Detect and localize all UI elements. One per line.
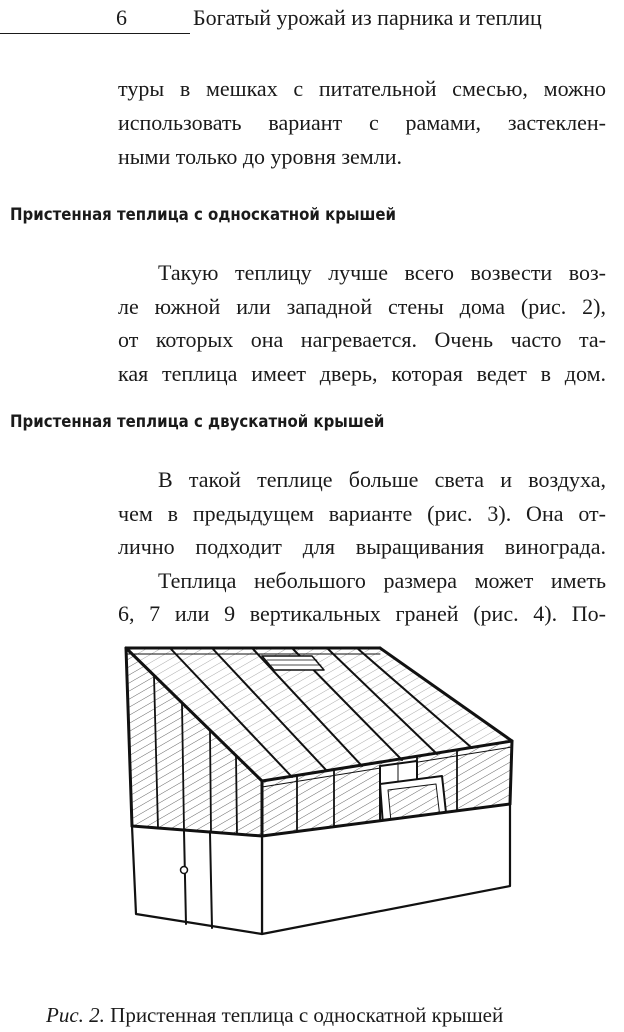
intro-line: туры в мешках с питательной смесью, можно <box>118 76 606 101</box>
section2-line: Теплица небольшого размера может иметь <box>158 568 606 593</box>
door-handle-icon <box>181 867 188 874</box>
section2-line: лично подходит для выращивания винограда. <box>118 534 606 559</box>
section1-line: кая теплица имеет дверь, которая ведет в дом. <box>118 361 606 386</box>
caption-text: Пристенная теплица с односкатной крышей <box>110 1003 504 1027</box>
section1-line: Такую теплицу лучше всего возвести воз- <box>158 260 606 285</box>
section2-line: чем в предыдущем варианте (рис. 3). Она от- <box>118 501 606 526</box>
caption-label: Рис. 2. <box>46 1003 105 1027</box>
section2-line: В такой теплице больше света и воздуха, <box>158 467 606 492</box>
intro-line: использовать вариант с рамами, застеклен- <box>118 110 606 135</box>
intro-line: ными только до уровня земли. <box>118 144 402 169</box>
figure-caption <box>46 1001 503 1029</box>
roof-vent <box>262 656 324 670</box>
base-left-wall <box>132 826 262 934</box>
section1-line: от которых она нагревается. Очень часто та- <box>118 327 606 352</box>
running-head: Богатый урожай из парника и теплиц <box>193 5 542 30</box>
section2-line: 6, 7 или 9 вертикальных граней (рис. 4). По- <box>118 601 606 626</box>
page-number: 6 <box>116 5 127 30</box>
header-rule <box>0 33 190 34</box>
section-heading-double-slope: Пристенная теплица с двускатной крышей <box>10 412 385 432</box>
section1-line: ле южной или западной стены дома (рис. 2), <box>118 294 606 319</box>
section-heading-single-slope: Пристенная теплица с односкатной крышей <box>10 205 397 225</box>
greenhouse-illustration <box>112 636 524 968</box>
